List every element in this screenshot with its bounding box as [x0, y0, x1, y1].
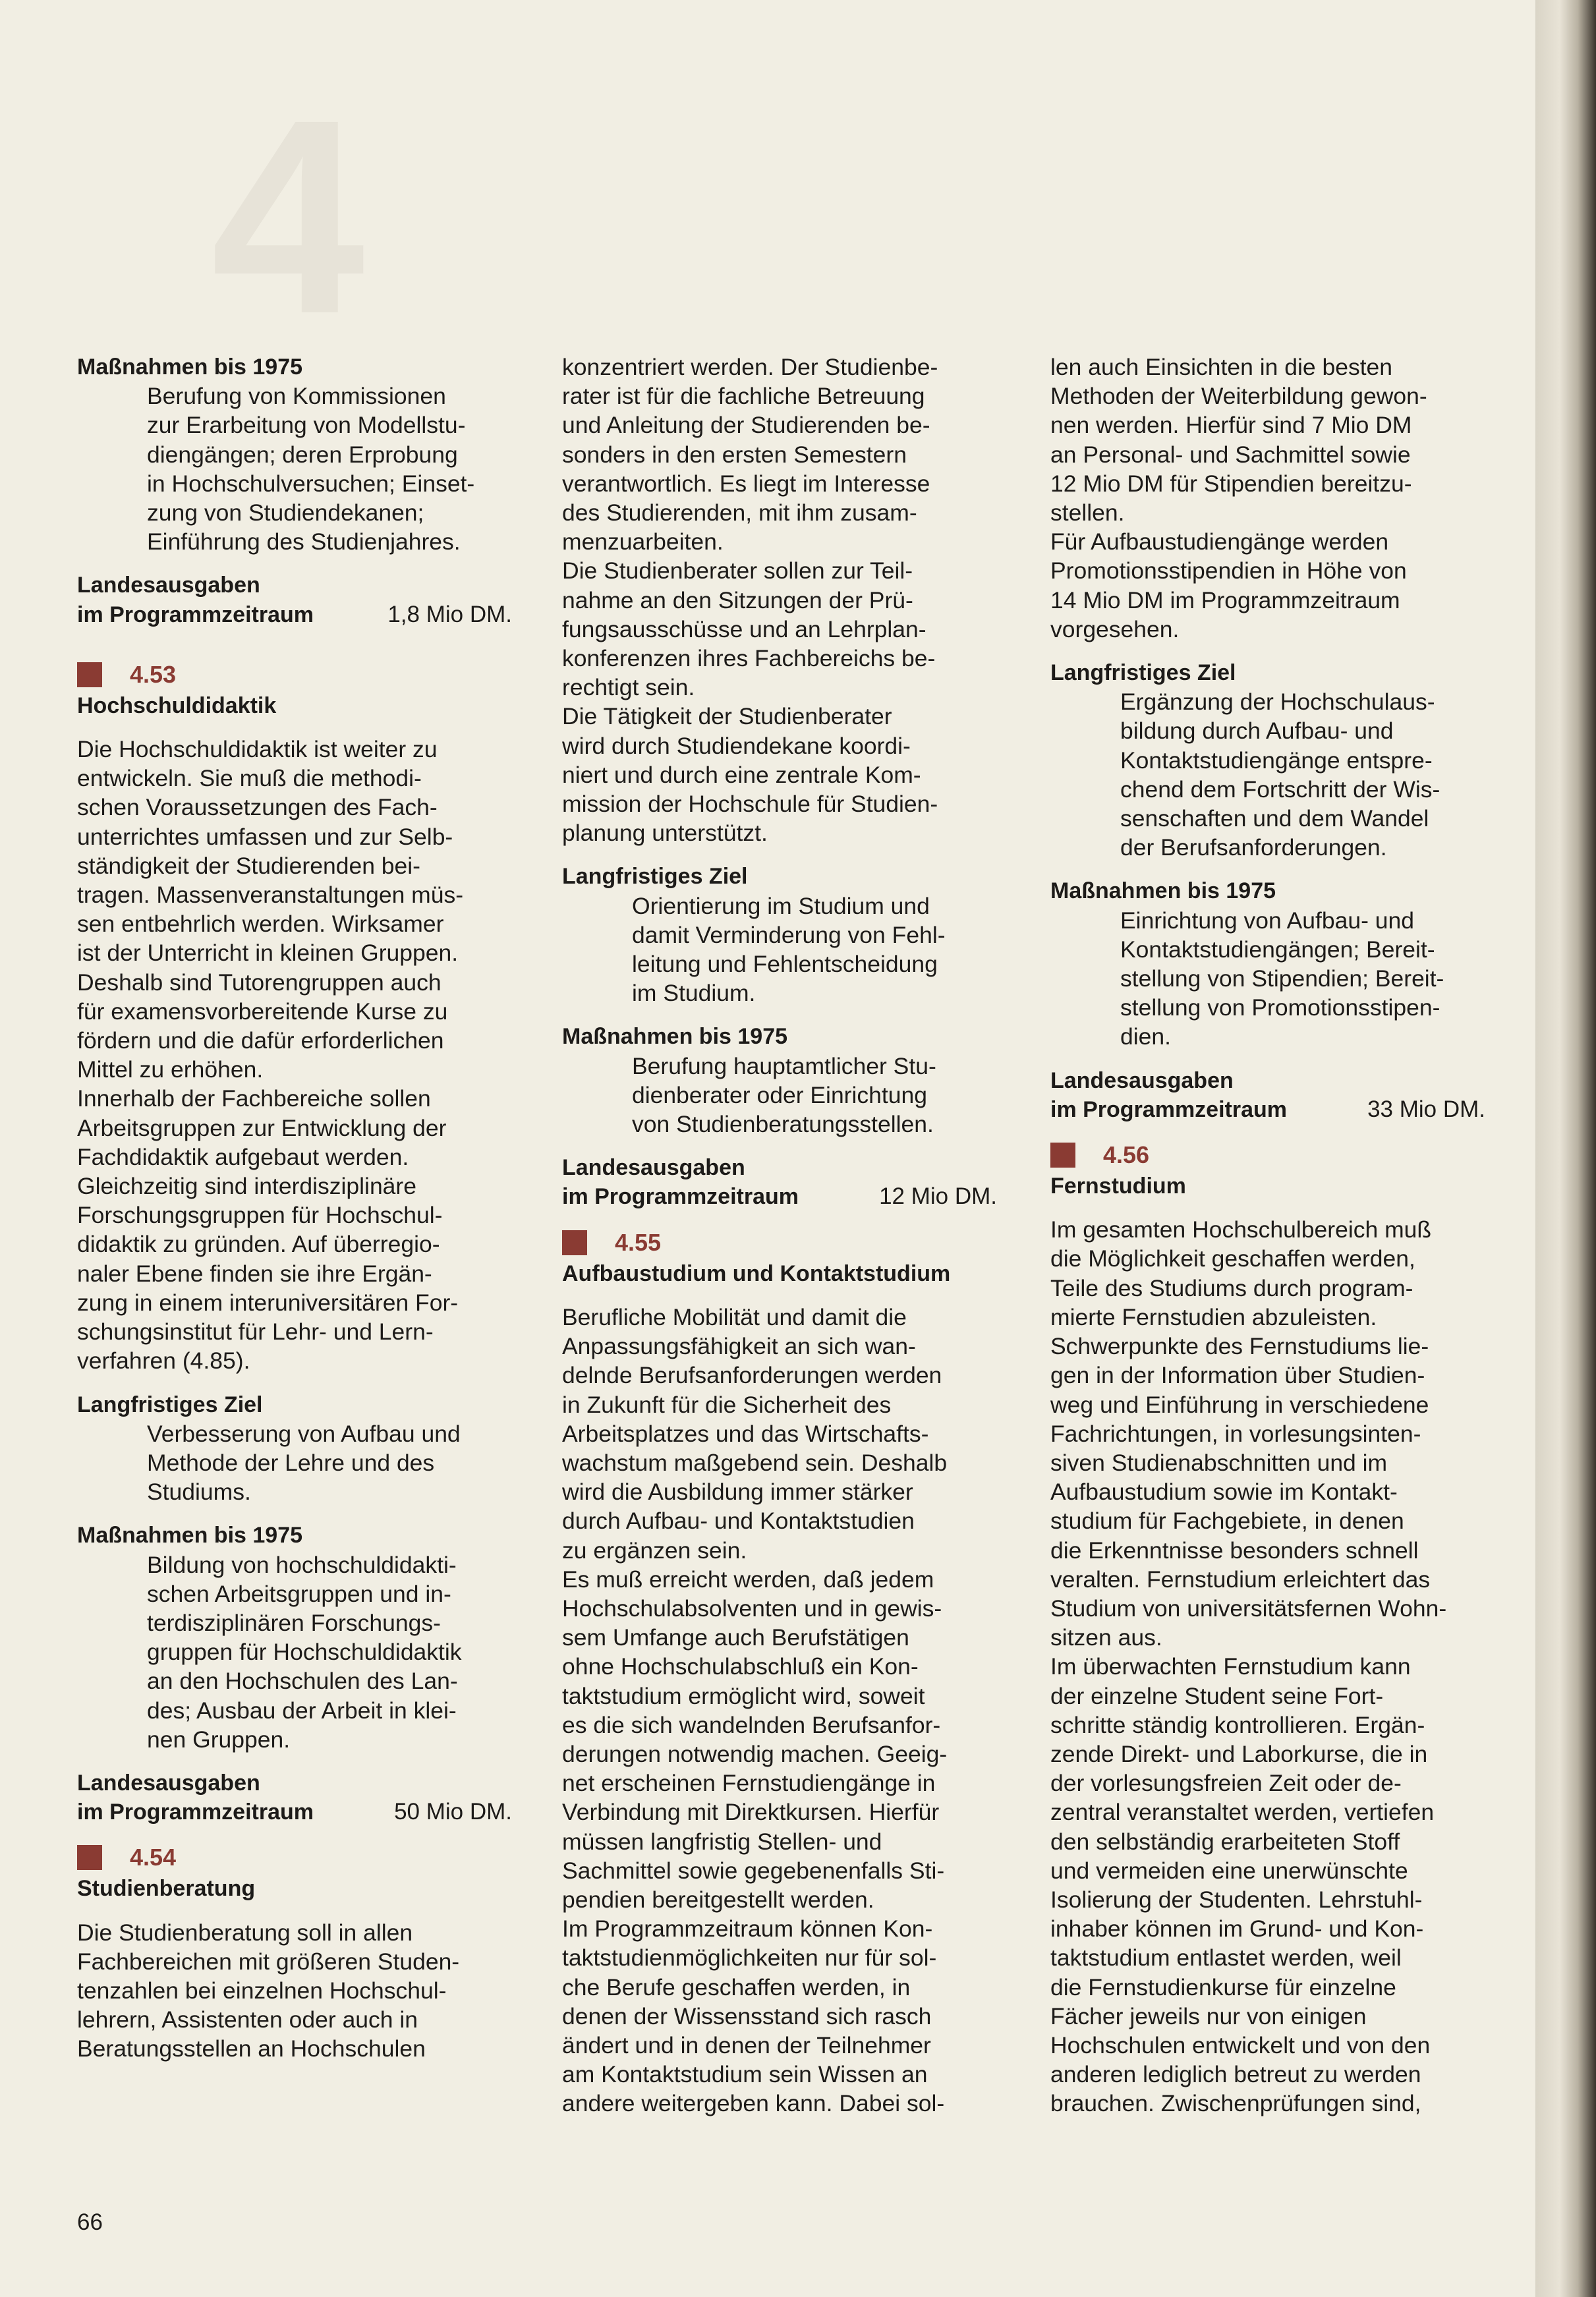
text-line: lehrern, Assistenten oder auch in [77, 2006, 418, 2033]
text-line: es die sich wandelnden Berufsanfor- [562, 1711, 941, 1738]
text-line: rechtigt sein. [562, 674, 695, 701]
text-line: anderen lediglich betreut zu werden [1050, 2061, 1421, 2088]
massnahmen-text [1050, 906, 1485, 1052]
text-line: Im überwachten Fernstudium kann [1050, 1653, 1411, 1680]
book-edge [1535, 0, 1596, 2297]
text-line: Schwerpunkte des Fernstudiums lie- [1050, 1333, 1429, 1360]
text-line: niert und durch eine zentrale Kom- [562, 761, 921, 788]
text-line: und vermeiden eine unerwünschte [1050, 1857, 1408, 1884]
text-line: Isolierung der Studenten. Lehrstuhl- [1050, 1886, 1423, 1913]
continued-text [1050, 353, 1485, 644]
text-line: am Kontaktstudium sein Wissen an [562, 2061, 928, 2088]
section-4-55-number: 4.55 [562, 1226, 997, 1259]
text-line: in Zukunft für die Sicherheit des [562, 1391, 892, 1418]
text-line: leitung und Fehlentscheidung [632, 951, 938, 978]
section-4-54-number: 4.54 [77, 1841, 512, 1874]
programmzeitraum-label: im Programmzeitraum [562, 1184, 799, 1210]
section-marker-icon [562, 1230, 587, 1255]
text-line: schritte ständig kontrollieren. Ergän- [1050, 1711, 1425, 1738]
expenditure-row [562, 1182, 997, 1211]
text-line: che Berufe geschaffen werden, in [562, 1973, 911, 2000]
text-line: sonders in den ersten Semestern [562, 441, 907, 468]
text-line: sitzen aus. [1050, 1624, 1162, 1651]
text-line: damit Verminderung von Fehl- [632, 921, 946, 948]
text-line: taktstudienmöglichkeiten nur für sol- [562, 1944, 937, 1971]
text-line: len auch Einsichten in die besten [1050, 354, 1393, 380]
section-4-53-number: 4.53 [77, 658, 512, 691]
text-line: zung von Studiendekanen; [147, 499, 424, 526]
text-line: stellung von Stipendien; Bereit- [1120, 965, 1444, 992]
text-line: zur Erarbeitung von Modellstu- [147, 412, 466, 439]
section-title: Hochschuldidaktik [77, 693, 277, 718]
ziel-heading: Langfristiges Ziel [77, 1392, 263, 1417]
expenditure-value: 33 Mio DM. [1367, 1096, 1485, 1122]
expenditure-value: 1,8 Mio DM. [387, 601, 512, 627]
text-line: dienberater oder Einrichtung [632, 1081, 927, 1108]
text-line: Die Hochschuldidaktik ist weiter zu [77, 736, 438, 763]
column-2 [562, 353, 997, 2118]
text-line: verantwortlich. Es liegt im Interesse [562, 470, 930, 497]
massnahmen-text [77, 382, 512, 556]
text-line: an den Hochschulen des Lan- [147, 1668, 458, 1695]
text-line: Bildung von hochschuldidakti- [147, 1551, 457, 1578]
massnahmen-heading: Maßnahmen bis 1975 [77, 354, 303, 380]
text-line: Kontaktstudiengänge entspre- [1120, 747, 1433, 774]
text-line: schungsinstitut für Lehr- und Lern- [77, 1319, 434, 1346]
text-line: Aufbaustudium sowie im Kontakt- [1050, 1479, 1398, 1506]
text-line: der vorlesungsfreien Zeit oder de- [1050, 1770, 1402, 1797]
text-line: Es muß erreicht werden, daß jedem [562, 1566, 934, 1593]
text-line: im Studium. [632, 980, 756, 1007]
text-line: planung unterstützt. [562, 820, 768, 847]
text-line: andere weitergeben kann. Dabei sol- [562, 2090, 945, 2117]
text-line: die Möglichkeit geschaffen werden, [1050, 1245, 1415, 1272]
text-line: Hochschulabsolventen und in gewis- [562, 1595, 942, 1622]
text-line: 12 Mio DM für Stipendien bereitzu- [1050, 470, 1412, 497]
text-line: Ergänzung der Hochschulaus- [1120, 689, 1435, 716]
text-line: Kontaktstudiengängen; Bereit- [1120, 936, 1435, 963]
text-line: die Fernstudienkurse für einzelne [1050, 1973, 1396, 2000]
text-line: Orientierung im Studium und [632, 892, 930, 919]
text-line: rater ist für die fachliche Betreuung [562, 383, 925, 410]
text-line: schen Arbeitsgruppen und in- [147, 1580, 451, 1607]
text-line: Forschungsgruppen für Hochschul- [77, 1202, 443, 1229]
massnahmen-text [562, 1052, 997, 1139]
text-line: die Erkenntnisse besonders schnell [1050, 1537, 1419, 1564]
text-line: nen werden. Hierfür sind 7 Mio DM [1050, 412, 1412, 439]
text-line: tenzahlen bei einzelnen Hochschul- [77, 1977, 447, 2004]
text-line: Methode der Lehre und des [147, 1449, 435, 1476]
text-line: tragen. Massenveranstaltungen müs- [77, 882, 464, 909]
text-line: Einführung des Studienjahres. [147, 528, 461, 555]
text-line: sem Umfange auch Berufstätigen [562, 1624, 909, 1651]
text-line: und Anleitung der Studierenden be- [562, 412, 930, 439]
ziel-heading: Langfristiges Ziel [562, 864, 748, 890]
text-line: brauchen. Zwischenprüfungen sind, [1050, 2090, 1421, 2117]
text-line: veralten. Fernstudium erleichtert das [1050, 1566, 1431, 1593]
text-line: Anpassungsfähigkeit an sich wan- [562, 1333, 916, 1360]
text-line: Die Tätigkeit der Studienberater [562, 703, 892, 730]
text-line: sen entbehrlich werden. Wirksamer [77, 911, 444, 938]
text-line: net erscheinen Fernstudiengänge in [562, 1770, 936, 1797]
text-line: pendien bereitgestellt werden. [562, 1886, 874, 1913]
text-line: Beratungsstellen an Hochschulen [77, 2035, 426, 2062]
text-line: studium für Fachgebiete, in denen [1050, 1508, 1404, 1535]
ziel-text [562, 892, 997, 1008]
text-line: Hochschulen entwickelt und von den [1050, 2031, 1431, 2058]
text-line: schen Voraussetzungen des Fach- [77, 794, 438, 821]
text-line: zu ergänzen sein. [562, 1537, 747, 1564]
text-line: Studium von universitätsfernen Wohn- [1050, 1595, 1447, 1622]
text-line: Fachbereichen mit größeren Studen- [77, 1948, 460, 1975]
text-line: den selbständig erarbeiteten Stoff [1050, 1828, 1400, 1855]
text-line: didaktik zu gründen. Auf überregio- [77, 1231, 440, 1258]
section-body [1050, 1215, 1485, 2118]
text-line: Berufung hauptamtlicher Stu- [632, 1052, 936, 1079]
ziel-text [1050, 687, 1485, 862]
text-line: zende Direkt- und Laborkurse, die in [1050, 1740, 1428, 1767]
text-line: wird die Ausbildung immer stärker [562, 1479, 913, 1506]
text-line: senschaften und dem Wandel [1120, 805, 1429, 832]
text-line: bildung durch Aufbau- und [1120, 718, 1394, 745]
landesausgaben-label: Landesausgaben [77, 1770, 260, 1796]
ziel-text [77, 1419, 512, 1507]
text-line: durch Aufbau- und Kontaktstudien [562, 1508, 915, 1535]
massnahmen-heading: Maßnahmen bis 1975 [77, 1523, 303, 1548]
text-line: der Berufsanforderungen. [1120, 834, 1387, 861]
text-line: des Studierenden, mit ihm zusam- [562, 499, 917, 526]
text-line: Methoden der Weiterbildung gewon- [1050, 383, 1427, 410]
section-body [562, 1303, 997, 2118]
section-title: Fernstudium [1050, 1174, 1186, 1199]
text-line: Teile des Studiums durch program- [1050, 1274, 1413, 1301]
text-line: Fachrichtungen, in vorlesungsinten- [1050, 1420, 1421, 1447]
text-line: Die Studienberatung soll in allen [77, 1919, 413, 1946]
text-line: nen Gruppen. [147, 1726, 291, 1753]
continued-text [562, 353, 997, 847]
text-line: taktstudium ermöglicht wird, soweit [562, 1682, 925, 1709]
text-line: Im gesamten Hochschulbereich muß [1050, 1216, 1432, 1243]
text-line: entwickeln. Sie muß die methodi- [77, 765, 422, 792]
text-line: weg und Einführung in verschiedene [1050, 1391, 1429, 1418]
text-line: dien. [1120, 1023, 1171, 1050]
text-line: derungen notwendig machen. Geeig- [562, 1740, 948, 1767]
text-line: konzentriert werden. Der Studienbe- [562, 354, 938, 380]
ziel-heading: Langfristiges Ziel [1050, 660, 1236, 686]
text-line: Gleichzeitig sind interdisziplinäre [77, 1173, 416, 1200]
faded-chapter-number: 4 [211, 63, 365, 372]
expenditure-row [77, 1798, 512, 1827]
text-line: unterrichtes umfassen und zur Selb- [77, 823, 453, 850]
text-line: Promotionsstipendien in Höhe von [1050, 557, 1407, 584]
text-line: Mittel zu erhöhen. [77, 1056, 264, 1083]
page-number: 66 [77, 2209, 103, 2235]
expenditure-value: 50 Mio DM. [394, 1799, 512, 1825]
section-body [77, 1918, 512, 2064]
text-line: Verbesserung von Aufbau und [147, 1420, 461, 1447]
text-line: denen der Wissensstand sich rasch [562, 2002, 932, 2029]
text-line: mierte Fernstudien abzuleisten. [1050, 1303, 1377, 1330]
programmzeitraum-label: im Programmzeitraum [77, 602, 314, 627]
text-line: stellung von Promotionsstipen- [1120, 994, 1440, 1021]
massnahmen-heading: Maßnahmen bis 1975 [562, 1024, 788, 1050]
text-line: fördern und die dafür erforderlichen [77, 1027, 444, 1054]
text-line: Im Programmzeitraum können Kon- [562, 1915, 933, 1943]
programmzeitraum-label: im Programmzeitraum [77, 1800, 314, 1825]
text-line: nahme an den Sitzungen der Prü- [562, 586, 913, 613]
text-line: Sachmittel sowie gegebenenfalls Sti- [562, 1857, 945, 1884]
section-title: Studienberatung [77, 1876, 256, 1902]
text-line: terdisziplinären Forschungs- [147, 1609, 441, 1636]
text-line: Arbeitsgruppen zur Entwicklung der [77, 1114, 447, 1141]
text-line: Verbindung mit Direktkursen. Hierfür [562, 1799, 940, 1826]
text-line: Für Aufbaustudiengänge werden [1050, 528, 1389, 555]
text-line: Berufliche Mobilität und damit die [562, 1303, 907, 1330]
section-marker-icon [77, 1845, 102, 1870]
massnahmen-heading: Maßnahmen bis 1975 [1050, 878, 1276, 904]
text-line: zung in einem interuniversitären For- [77, 1289, 459, 1316]
section-title: Aufbaustudium und Kontaktstudium [562, 1261, 951, 1286]
text-line: Studiums. [147, 1479, 251, 1506]
text-line: wachstum maßgebend sein. Deshalb [562, 1449, 948, 1476]
programmzeitraum-label: im Programmzeitraum [1050, 1096, 1287, 1122]
text-line: ändert und in denen der Teilnehmer [562, 2031, 931, 2058]
text-line: des; Ausbau der Arbeit in klei- [147, 1697, 457, 1724]
text-line: fungsausschüsse und an Lehrplan- [562, 615, 926, 642]
expenditure-row [1050, 1095, 1485, 1124]
expenditure-row [77, 600, 512, 629]
text-line: vorgesehen. [1050, 615, 1180, 642]
text-line: 14 Mio DM im Programmzeitraum [1050, 586, 1400, 613]
text-line: naler Ebene finden sie ihre Ergän- [77, 1260, 432, 1287]
landesausgaben-label: Landesausgaben [1050, 1067, 1234, 1093]
text-line: menzuarbeiten. [562, 528, 724, 555]
text-line: für examensvorbereitende Kurse zu [77, 998, 448, 1025]
column-3 [1050, 353, 1485, 2118]
expenditure-value: 12 Mio DM. [879, 1183, 997, 1210]
text-line: stellen. [1050, 499, 1125, 526]
text-line: in Hochschulversuchen; Einset- [147, 470, 475, 497]
text-line: konferenzen ihres Fachbereichs be- [562, 645, 936, 672]
text-line: an Personal- und Sachmittel sowie [1050, 441, 1411, 468]
text-line: wird durch Studiendekane koordi- [562, 732, 911, 759]
text-line: ohne Hochschulabschluß ein Kon- [562, 1653, 919, 1680]
text-line: von Studienberatungsstellen. [632, 1111, 934, 1138]
text-line: ist der Unterricht in kleinen Gruppen. [77, 940, 459, 967]
text-line: diengängen; deren Erprobung [147, 441, 458, 468]
section-marker-icon [77, 662, 102, 687]
text-line: gruppen für Hochschuldidaktik [147, 1639, 462, 1666]
column-1 [77, 353, 512, 2064]
massnahmen-text [77, 1550, 512, 1754]
landesausgaben-label: Landesausgaben [77, 573, 260, 598]
text-line: müssen langfristig Stellen- und [562, 1828, 882, 1855]
text-line: der einzelne Student seine Fort- [1050, 1682, 1384, 1709]
text-line: zentral veranstaltet werden, vertiefen [1050, 1799, 1435, 1826]
text-line: Fachdidaktik aufgebaut werden. [77, 1143, 409, 1170]
text-line: Fächer jeweils nur von einigen [1050, 2002, 1367, 2029]
text-line: chend dem Fortschritt der Wis- [1120, 776, 1440, 803]
text-line: verfahren (4.85). [77, 1347, 250, 1375]
section-marker-icon [1050, 1143, 1075, 1168]
text-line: Berufung von Kommissionen [147, 383, 446, 410]
text-line: Die Studienberater sollen zur Teil- [562, 557, 913, 584]
section-body [77, 735, 512, 1375]
landesausgaben-label: Landesausgaben [562, 1155, 745, 1181]
text-line: Arbeitsplatzes und das Wirtschafts- [562, 1420, 929, 1447]
text-line: inhaber können im Grund- und Kon- [1050, 1915, 1424, 1943]
section-4-56-number: 4.56 [1050, 1139, 1485, 1172]
text-line: delnde Berufsanforderungen werden [562, 1362, 942, 1389]
text-line: gen in der Information über Studien- [1050, 1362, 1425, 1389]
text-line: siven Studienabschnitten und im [1050, 1449, 1388, 1476]
text-line: Deshalb sind Tutorengruppen auch [77, 969, 442, 996]
text-line: Innerhalb der Fachbereiche sollen [77, 1085, 431, 1112]
text-line: ständigkeit der Studierenden bei- [77, 852, 421, 879]
text-line: Einrichtung von Aufbau- und [1120, 907, 1415, 934]
text-line: mission der Hochschule für Studien- [562, 791, 938, 818]
text-line: taktstudium entlastet werden, weil [1050, 1944, 1402, 1971]
